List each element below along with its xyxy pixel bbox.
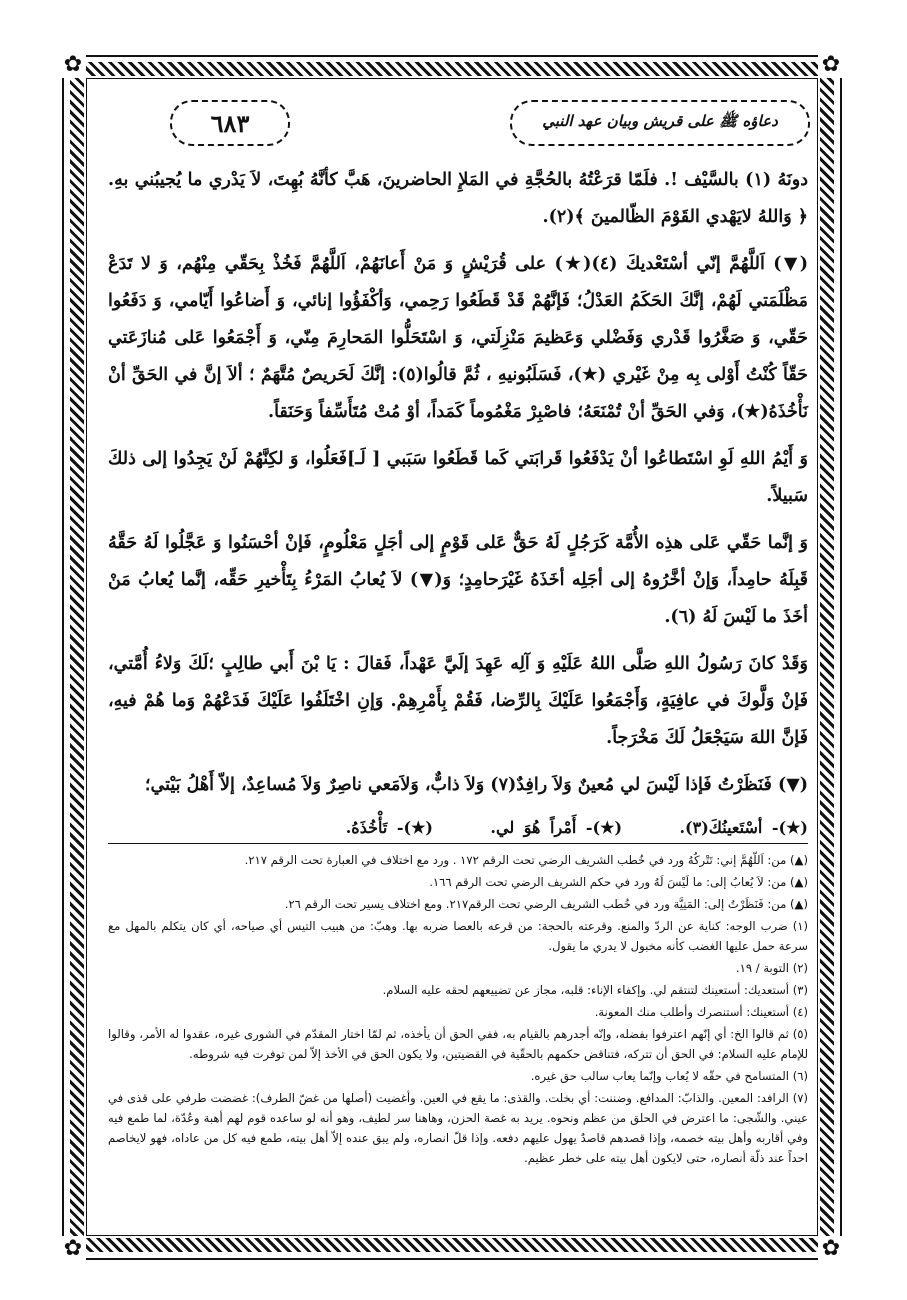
footnote: (٧) الرافد: المعين. والذابّ: المدافع. وضننت: أي بخلت. والقذى: ما يقع في العين. وأغضيت (أصلها من غضّ الطرف): غضضت طرفي على قذى في عيني. والشّجى: ما اعترض في الحلق من عظم ونحوه. يريد به غصة الحزن، وهاهنا سر لطيف، وهو أنه لو ساعده قوم لهم أهبة وعُدّة، لما طمع فيه وفي أقاربه وأهل بيته خصمه، وإذا قصدهم قاصدٌ يهول عليهم دفعه. وإذا قلّ انصاره، ولم يبق عنده إلاّ أهل بيته، طمع فيه كل من عاداه، فهو لايخاصم احداً عند ذلّة أنصاره، حتى لايكون أهل بيته على خطر عظيم. <box>108 1091 808 1165</box>
page-content <box>108 162 808 1170</box>
variant-reading: (★)- أَمْراً هُوَ لي. <box>490 818 623 837</box>
footnotes <box>108 850 808 1168</box>
running-title: دعاؤه ﷺ على قريش وبيان عهد النبي <box>510 100 810 146</box>
flower-corner-icon: ✿ <box>60 52 86 78</box>
paragraph: وَ إنَّما حَقّي عَلى هذِه الأُمَّة كَرَجُلٍ لَهُ حَقٌّ عَلى قَوْمٍ إلى أجَلٍ مَعْلُومٍ، فَإنْ أحْسَنُوا وَ عَجَّلُوا لَهُ حَقَّهُ قَبِلَهُ حامِداً، وَإنْ أخَّرُوهُ إلى أجَلِه أخَذَهُ غَيْرَحامِدٍ؛ وَ(▼) لاَ يُعابُ المَرْءُ بِتَأْخيرِ حَقِّه، إنَّما يُعابُ مَنْ أخَذَ ما لَيْسَ لَهُ (٦). <box>108 533 808 627</box>
main-text <box>108 162 808 804</box>
footnote: (٥) ثم قالوا الخ: أي إنّهم اعترفوا بفضله، وإنّه أجدرهم بالقيام به، ففي الحق أن يأخذه، ثم لمّا اختار المقدّم في الشورى غيره، عقدوا له الأمر، وقالوا للإمام عليه السلام: في الحق أن تتركه، فتناقض حكمهم بالحقّية في القضيتين، ولا يكون الحق في الأخذ إلاّ لمن توفرت فيه شروطه. <box>108 1027 808 1061</box>
variant-reading: (★)- أسْتَعينُكَ(٣). <box>679 818 808 837</box>
page-header <box>170 100 810 150</box>
footnote: (٣) أستعديك: أستعينك لتنتقم لي. وإكفاء الإناء: قلبه، مجاز عن تضييعهم لحقه عليه السلام. <box>382 983 808 997</box>
footnote: (٢) التوبة / ١٩. <box>735 961 808 975</box>
paragraph: (▼) فَنَظَرْتُ فَإذا لَيْسَ لي مُعينٌ وَلاَ رافِدٌ(٧) وَلاَ ذابٌّ، وَلاَمَعي ناصِرٌ وَلاَ مُساعِدٌ، إلاّ أَهْلُ بَيْتي؛ <box>144 775 808 795</box>
paragraph: وَ أَيْمُ اللهِ لَوِ اسْتَطاعُوا أنْ يَدْفَعُوا قَرابَتي كَما قَطَعُوا سَبَبي [ لَـ]فَعَلُوا، وَ لكِنَّهُمْ لَنْ يَجِدُوا إلى ذلكَ سَبيلاً. <box>108 449 808 506</box>
source-note: (▲) من: فَنَظَرْتُ إلى: المَنِيَّة ورد في خُطب الشريف الرضي تحت الرقم٢١٧. ومع اختلاف يسير تحت الرقم ٢٦. <box>284 897 808 911</box>
flower-corner-icon: ✿ <box>818 1236 844 1262</box>
flower-corner-icon: ✿ <box>818 52 844 78</box>
variant-reading: (★)- تَأْخُذَهُ. <box>345 818 433 837</box>
paragraph: وَقَدْ كانَ رَسُولُ اللهِ صَلَّى اللهُ عَلَيْهِ وَ آلِه عَهِدَ إلَيَّ عَهْداً، فَقالَ : يَا بْنَ أَبي طالِبٍ ؛لَكَ وَلاءُ أُمَّتي، فَإنْ وَلَّوكَ في عافِيَةٍ، وَأَجْمَعُوا عَلَيْكَ بِالرِّضا، فَقُمْ بِأَمْرِهِمْ. وَإنِ اخْتَلَفُوا عَلَيْكَ فَدَعْهُمْ وَما هُمْ فيهِ، فَإنَّ اللهَ سَيَجْعَلُ لَكَ مَخْرَجاً. <box>108 654 808 748</box>
paragraph: دونَهُ (١) بالسَّيْف !. فلَمّا قرَعْتُهُ بالحُجَّةِ في المَلإِ الحاضرينَ، هَبَّ كأنَّهُ بُهِتَ، لاَ يَدْري ما يُجيبُني بهِ. ﴿ وَاللهُ لايَهْدي القَوْمَ الظّالمينَ ﴾(٢). <box>108 170 808 227</box>
source-note: (▲) من: لاَ يُعابُ إلى: ما لَيْسَ لَهُ ورد في حكم الشريف الرضي تحت الرقم ١٦٦. <box>429 875 808 889</box>
flower-corner-icon: ✿ <box>60 1236 86 1262</box>
footnote: (١) ضرب الوجه: كناية عن الردّ والمنع. وقرعته بالحجة: من قرعه بالعصا ضربه بها. وهبّ: من هبيب التيس أي صياحه، أي كان يتكلم بالمهل مع سرعة حمل عليها الغضب كأنه مخبول لا يدري ما يقول. <box>108 919 808 953</box>
paragraph: (▼) اَللَّهُمَّ إنّي أسْتَعْديكَ (٤)(★) على قُرَيْشٍ وَ مَنْ أَعانَهُمْ، اَللَّهُمَّ فَخُذْ بِحَقّي مِنْهُم، وَ لا تَدَعْ مَظْلَمَتي لَهُمْ، إنَّكَ الحَكَمُ العَدْلُ؛ فَإنَّهُمْ قَدْ قَطَعُوا رَحِمي، وَأكْفَؤُوا إنائي، وَ أَضاعُوا أَيّامي، وَ دَفَعُوا حَقّي، وَ صَغَّرُوا قَدْري وَفَضْلي وَعَظيمَ مَنْزِلَتي، وَ اسْتَحَلُّوا المَحارِمَ مِنّي، وَ أَجْمَعُوا عَلى مُنازَعَتي حَقّاً كُنْتُ أَوْلى بِه مِنْ غَيْري (★)، فَسَلَبُونيهِ ، ثُمَّ قالُوا(٥): إنَّكَ لَحَريصٌ مُتَّهَمٌ ؛ ألاَ إنَّ في الحَقِّ أنْ نَأْخُذَهُ(★)، وَفي الحَقِّ أنْ تُمْنَعَهُ؛ فاصْبِرْ مَغْمُوماً كَمَداً، أوْ مُتْ مُتَأَسِّفاً وَحَنَقاً. <box>108 254 809 422</box>
source-note: (▲) من: اَللّهُمَّ إني: تَتْركُهُ ورد في خُطب الشريف الرضي تحت الرقم ١٧٢ . ورد مع اختلاف في العبارة تحت الرقم ٢١٧. <box>244 853 808 867</box>
variant-readings <box>108 818 808 837</box>
footnote: (٦) المتسامح في حقّه لا يُعاب وإنّما يعاب سالب حق غيره. <box>530 1069 808 1083</box>
footnote: (٤) أستعينك: أستنصرك وأطلب منك المعونة. <box>594 1005 808 1019</box>
footnote-divider <box>108 843 808 844</box>
page-number: ٦٨٣ <box>170 100 290 146</box>
